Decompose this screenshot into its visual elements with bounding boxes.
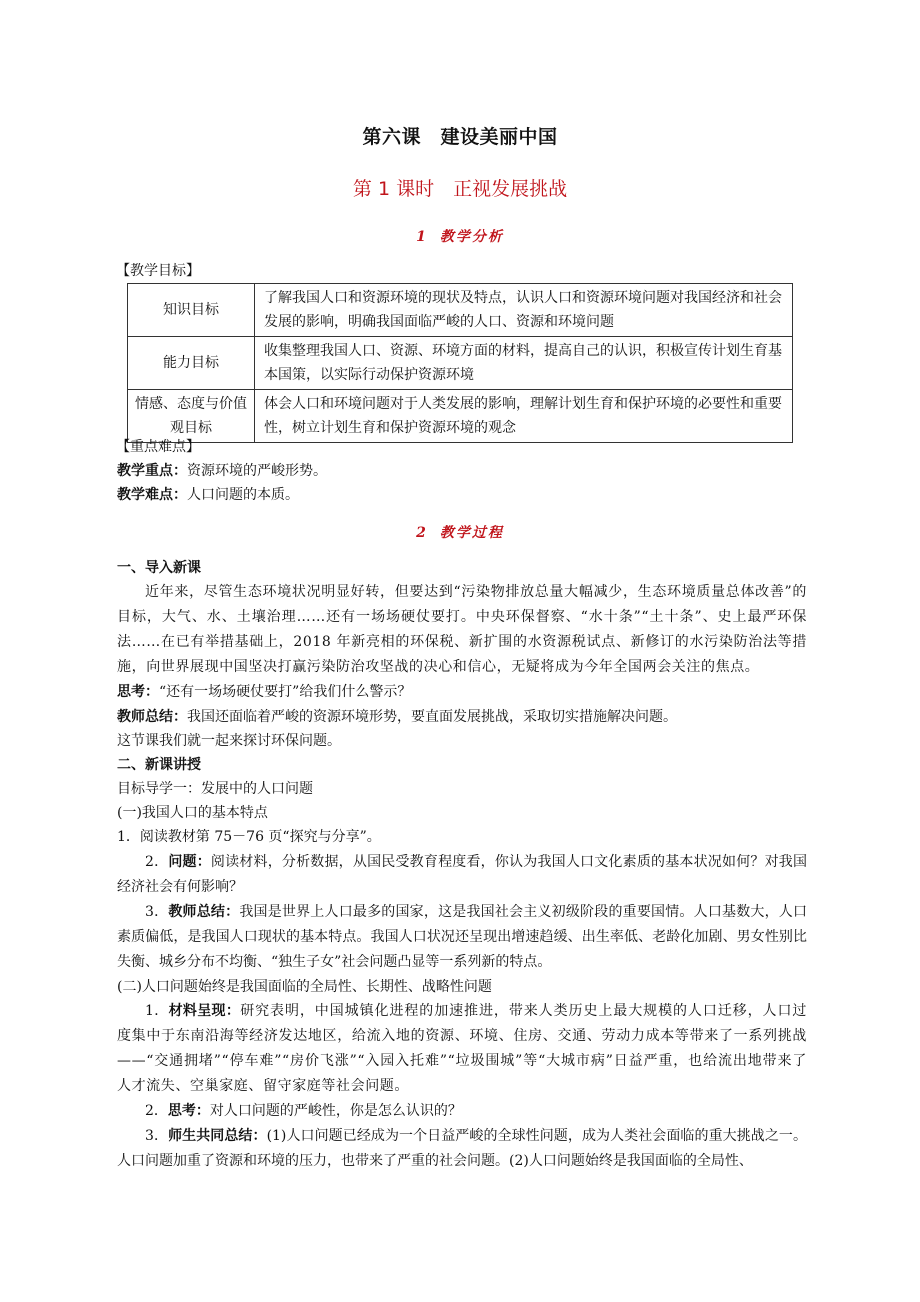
- part2-title: (二)人口问题始终是我国面临的全局性、长期性、战略性问题: [117, 979, 492, 995]
- item-number: 3．: [145, 1128, 169, 1144]
- objective-text: 收集整理我国人口、资源、环境方面的材料，提高自己的认识，积极宣传计划生育基本国策，以实际行动保护资源环境: [255, 337, 793, 390]
- lesson-title: 第六课 建设美丽中国: [362, 126, 558, 148]
- table-row: [128, 284, 793, 337]
- newlesson-heading: 二、新课讲授: [117, 757, 201, 773]
- part2-item3: [117, 1124, 807, 1174]
- section-title: 教学过程: [439, 525, 504, 541]
- difficulty-text: 人口问题的本质。: [187, 487, 299, 503]
- item-text: 对人口问题的严峻性，你是怎么认识的？: [209, 1103, 462, 1119]
- intro-think: [117, 680, 805, 704]
- item-text: 研究表明，中国城镇化进程的加速推进，带来人类历史上最大规模的人口迁移，人口过度集中于东南沿海等经济发达地区，给流入地的资源、环境、住房、交通、劳动力成本等带来了一系列挑战——“交通拥堵”“停车难”“房价飞涨”“入园入托难”“垃圾围城”等“大城市病”日益严重，也给流出地带来了人才流失、空巢家庭、留守家庭等社会问题。: [117, 1003, 807, 1094]
- teaching-difficulty: [117, 483, 805, 507]
- section-number: 1: [416, 229, 428, 245]
- section-number: 2: [416, 525, 428, 541]
- think-label: 思考：: [117, 684, 159, 700]
- focus-label: 教学重点：: [117, 463, 187, 479]
- item-label: 思考：: [167, 1103, 210, 1119]
- table-row: [128, 337, 793, 390]
- part2-item1: [117, 999, 807, 1099]
- item-label: 教师总结：: [168, 904, 240, 920]
- item-number: 2．: [145, 854, 169, 870]
- intro-closing: 这节课我们就一起来探讨环保问题。: [117, 733, 341, 749]
- summary-label: 教师总结：: [117, 709, 187, 725]
- part1-item2: [117, 850, 807, 900]
- intro-summary: [117, 705, 805, 729]
- part1-title: (一)我国人口的基本特点: [117, 805, 268, 821]
- item-label: 问题：: [168, 854, 211, 870]
- objective-text: 了解我国人口和资源环境的现状及特点，认识人口和资源环境问题对我国经济和社会发展的影响，明确我国面临严峻的人口、资源和环境问题: [255, 284, 793, 337]
- intro-paragraph: 近年来，尽管生态环境状况明显好转，但要达到“污染物排放总量大幅减少，生态环境质量总体改善”的目标，大气、水、土壤治理……还有一场场硬仗要打。中央环保督察、“水十条”“土十条”、史上最严环保法……在已有举措基础上，2018 年新亮相的环保税、新扩围的水资源税试点、新修订的水污染防治法等措施，向世界展现中国坚决打赢污染防治攻坚战的决心和信心，无疑将成为今年全国两会关注的焦点。: [117, 584, 807, 675]
- summary-text: 我国还面临着严峻的资源环境形势，要直面发展挑战，采取切实措施解决问题。: [187, 709, 677, 725]
- objective-label: 知识目标: [128, 284, 255, 337]
- teaching-focus: [117, 459, 805, 483]
- item-number: 1．: [145, 1003, 169, 1019]
- objective-label: 情感、态度与价值观目标: [128, 390, 255, 443]
- item-number: 2．: [145, 1103, 168, 1119]
- section-heading-process: [0, 522, 920, 542]
- difficulty-label: 教学难点：: [117, 487, 187, 503]
- goal-heading: 目标导学一：发展中的人口问题: [117, 781, 313, 797]
- part1-item1: 1．阅读教材第 75－76 页“探究与分享”。: [117, 829, 381, 845]
- part2-item2: [117, 1099, 807, 1124]
- item-label: 师生共同总结：: [168, 1128, 267, 1144]
- item-text: 阅读材料，分析数据，从国民受教育程度看，你认为我国人口文化素质的基本状况如何？对我国经济社会有何影响？: [117, 854, 807, 895]
- keypoints-heading: 【重点难点】: [116, 439, 200, 455]
- objective-label: 能力目标: [128, 337, 255, 390]
- item-label: 材料呈现：: [168, 1003, 241, 1019]
- table-row: [128, 390, 793, 443]
- item-text: (1)人口问题已经成为一个日益严峻的全球性问题，成为人类社会面临的重大挑战之一。人口问题加重了资源和环境的压力，也带来了严重的社会问题。(2)人口问题始终是我国面临的全局性、: [117, 1128, 807, 1169]
- item-number: 3．: [145, 904, 169, 920]
- think-text: “还有一场场硬仗要打”给我们什么警示？: [159, 684, 412, 700]
- objectives-heading: 【教学目标】: [116, 263, 200, 279]
- objectives-table: [127, 283, 793, 443]
- objective-text: 体会人口和环境问题对于人类发展的影响，理解计划生育和保护环境的必要性和重要性，树立计划生育和保护资源环境的观念: [255, 390, 793, 443]
- intro-heading: 一、导入新课: [117, 560, 201, 576]
- section-heading-analysis: [0, 226, 920, 246]
- period-title: 第 1 课时 正视发展挑战: [352, 178, 568, 200]
- item-text: 我国是世界上人口最多的国家，这是我国社会主义初级阶段的重要国情。人口基数大，人口素质偏低，是我国人口现状的基本特点。我国人口状况还呈现出增速趋缓、出生率低、老龄化加剧、男女性别比失衡、城乡分布不均衡、“独生子女”社会问题凸显等一系列新的特点。: [117, 904, 808, 970]
- section-title: 教学分析: [439, 229, 504, 245]
- part1-item3: [117, 900, 807, 975]
- focus-text: 资源环境的严峻形势。: [187, 463, 327, 479]
